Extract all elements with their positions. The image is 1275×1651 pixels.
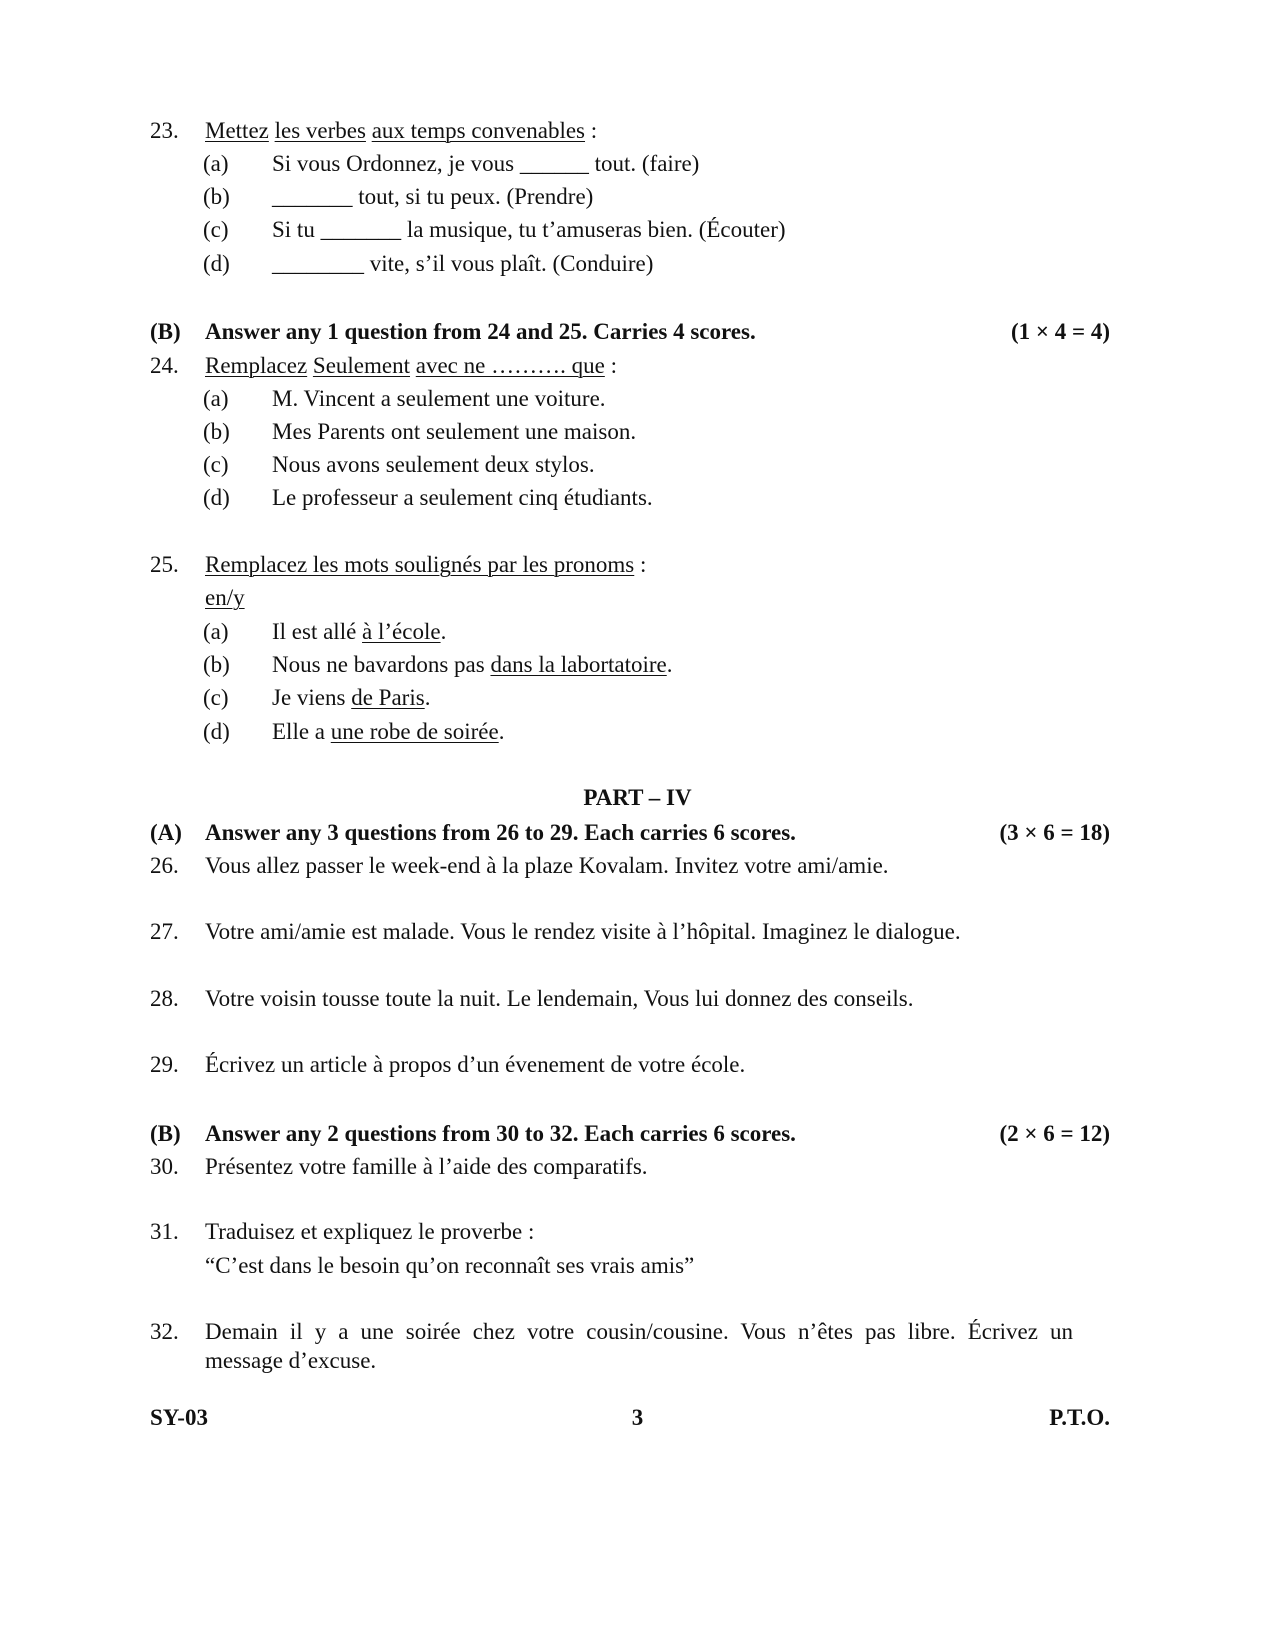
item-label: (b) xyxy=(203,184,230,209)
item-label: (d) xyxy=(203,485,230,510)
item-label: (c) xyxy=(203,685,229,710)
item-label: (a) xyxy=(203,386,229,411)
question-number: 28. xyxy=(150,986,179,1011)
section-label: (A) xyxy=(150,820,182,845)
item-text: Si tu _______ la musique, tu t’amuseras bien. (Écouter) xyxy=(272,217,786,242)
item-text: Si vous Ordonnez, je vous ______ tout. (faire) xyxy=(272,151,700,176)
question-number: 29. xyxy=(150,1052,179,1077)
stem-part: les verbes xyxy=(274,118,366,143)
question-stem xyxy=(205,551,646,579)
item-label: (c) xyxy=(203,452,229,477)
paper-code: SY-03 xyxy=(150,1405,208,1430)
item-label: (d) xyxy=(203,719,230,744)
pto-note: P.T.O. xyxy=(1049,1405,1110,1430)
stem-part: Mettez xyxy=(205,118,269,143)
question-number: 30. xyxy=(150,1154,179,1179)
section-instruction: Answer any 1 question from 24 and 25. Carries 4 scores. xyxy=(205,319,756,344)
proverb-quote: “C’est dans le besoin qu’on reconnaît ses vrais amis” xyxy=(205,1253,695,1278)
section-instruction: Answer any 2 questions from 30 to 32. Each carries 6 scores. xyxy=(205,1121,796,1146)
item-label: (c) xyxy=(203,217,229,242)
question-text: Vous allez passer le week-end à la plaze Kovalam. Invitez votre ami/amie. xyxy=(205,853,889,878)
stem-part: Remplacez xyxy=(205,353,308,378)
item-text: _______ tout, si tu peux. (Prendre) xyxy=(272,184,594,209)
question-number: 32. xyxy=(150,1319,179,1344)
section-score: (3 × 6 = 18) xyxy=(999,820,1110,845)
stem-part: Remplacez les mots soulignés par les pronoms xyxy=(205,552,635,577)
question-number: 25. xyxy=(150,552,179,577)
question-text: Présentez votre famille à l’aide des comparatifs. xyxy=(205,1154,648,1179)
stem-part: : xyxy=(640,552,647,577)
question-text: Demain il y a une soirée chez votre cousin/cousine. Vous n’êtes pas libre. Écrivez un xyxy=(205,1319,1073,1344)
question-number: 23. xyxy=(150,118,179,143)
part-title: PART – IV xyxy=(583,785,692,810)
stem-part: aux temps convenables xyxy=(371,118,586,143)
page-number: 3 xyxy=(631,1405,644,1430)
item-text: Je viens de Paris. xyxy=(272,685,431,710)
section-label: (B) xyxy=(150,1121,181,1146)
item-label: (a) xyxy=(203,619,229,644)
item-label: (b) xyxy=(203,652,230,677)
question-stem xyxy=(205,117,597,145)
item-text: ________ vite, s’il vous plaît. (Conduire) xyxy=(272,251,654,276)
stem-part: : xyxy=(610,353,617,378)
stem-part: Seulement xyxy=(312,353,411,378)
item-label: (b) xyxy=(203,419,230,444)
item-text: Elle a une robe de soirée. xyxy=(272,719,505,744)
item-text: Nous avons seulement deux stylos. xyxy=(272,452,595,477)
section-instruction: Answer any 3 questions from 26 to 29. Each carries 6 scores. xyxy=(205,820,796,845)
section-score: (1 × 4 = 4) xyxy=(1010,319,1110,344)
item-text: Mes Parents ont seulement une maison. xyxy=(272,419,637,444)
question-number: 24. xyxy=(150,353,179,378)
stem-part: avec ne ………. que xyxy=(415,353,605,378)
section-score: (2 × 6 = 12) xyxy=(999,1121,1110,1146)
item-text: Nous ne bavardons pas dans la labortatoire. xyxy=(272,652,673,677)
question-text: Votre voisin tousse toute la nuit. Le lendemain, Vous lui donnez des conseils. xyxy=(205,986,914,1011)
section-label: (B) xyxy=(150,319,181,344)
item-label: (d) xyxy=(203,251,230,276)
question-text: Votre ami/amie est malade. Vous le rendez visite à l’hôpital. Imaginez le dialogue. xyxy=(205,919,961,944)
item-text: Il est allé à l’école. xyxy=(272,619,447,644)
question-text: Écrivez un article à propos d’un évenement de votre école. xyxy=(205,1052,746,1077)
question-stem-continued: en/y xyxy=(205,585,245,610)
question-number: 26. xyxy=(150,853,179,878)
item-label: (a) xyxy=(203,151,229,176)
stem-part: : xyxy=(590,118,598,143)
question-number: 31. xyxy=(150,1219,179,1244)
question-text: Traduisez et expliquez le proverbe : xyxy=(205,1219,535,1244)
item-text: Le professeur a seulement cinq étudiants. xyxy=(272,485,653,510)
question-stem xyxy=(205,352,617,380)
question-text-continued: message d’excuse. xyxy=(205,1348,377,1373)
item-text: M. Vincent a seulement une voiture. xyxy=(272,386,606,411)
question-number: 27. xyxy=(150,919,179,944)
